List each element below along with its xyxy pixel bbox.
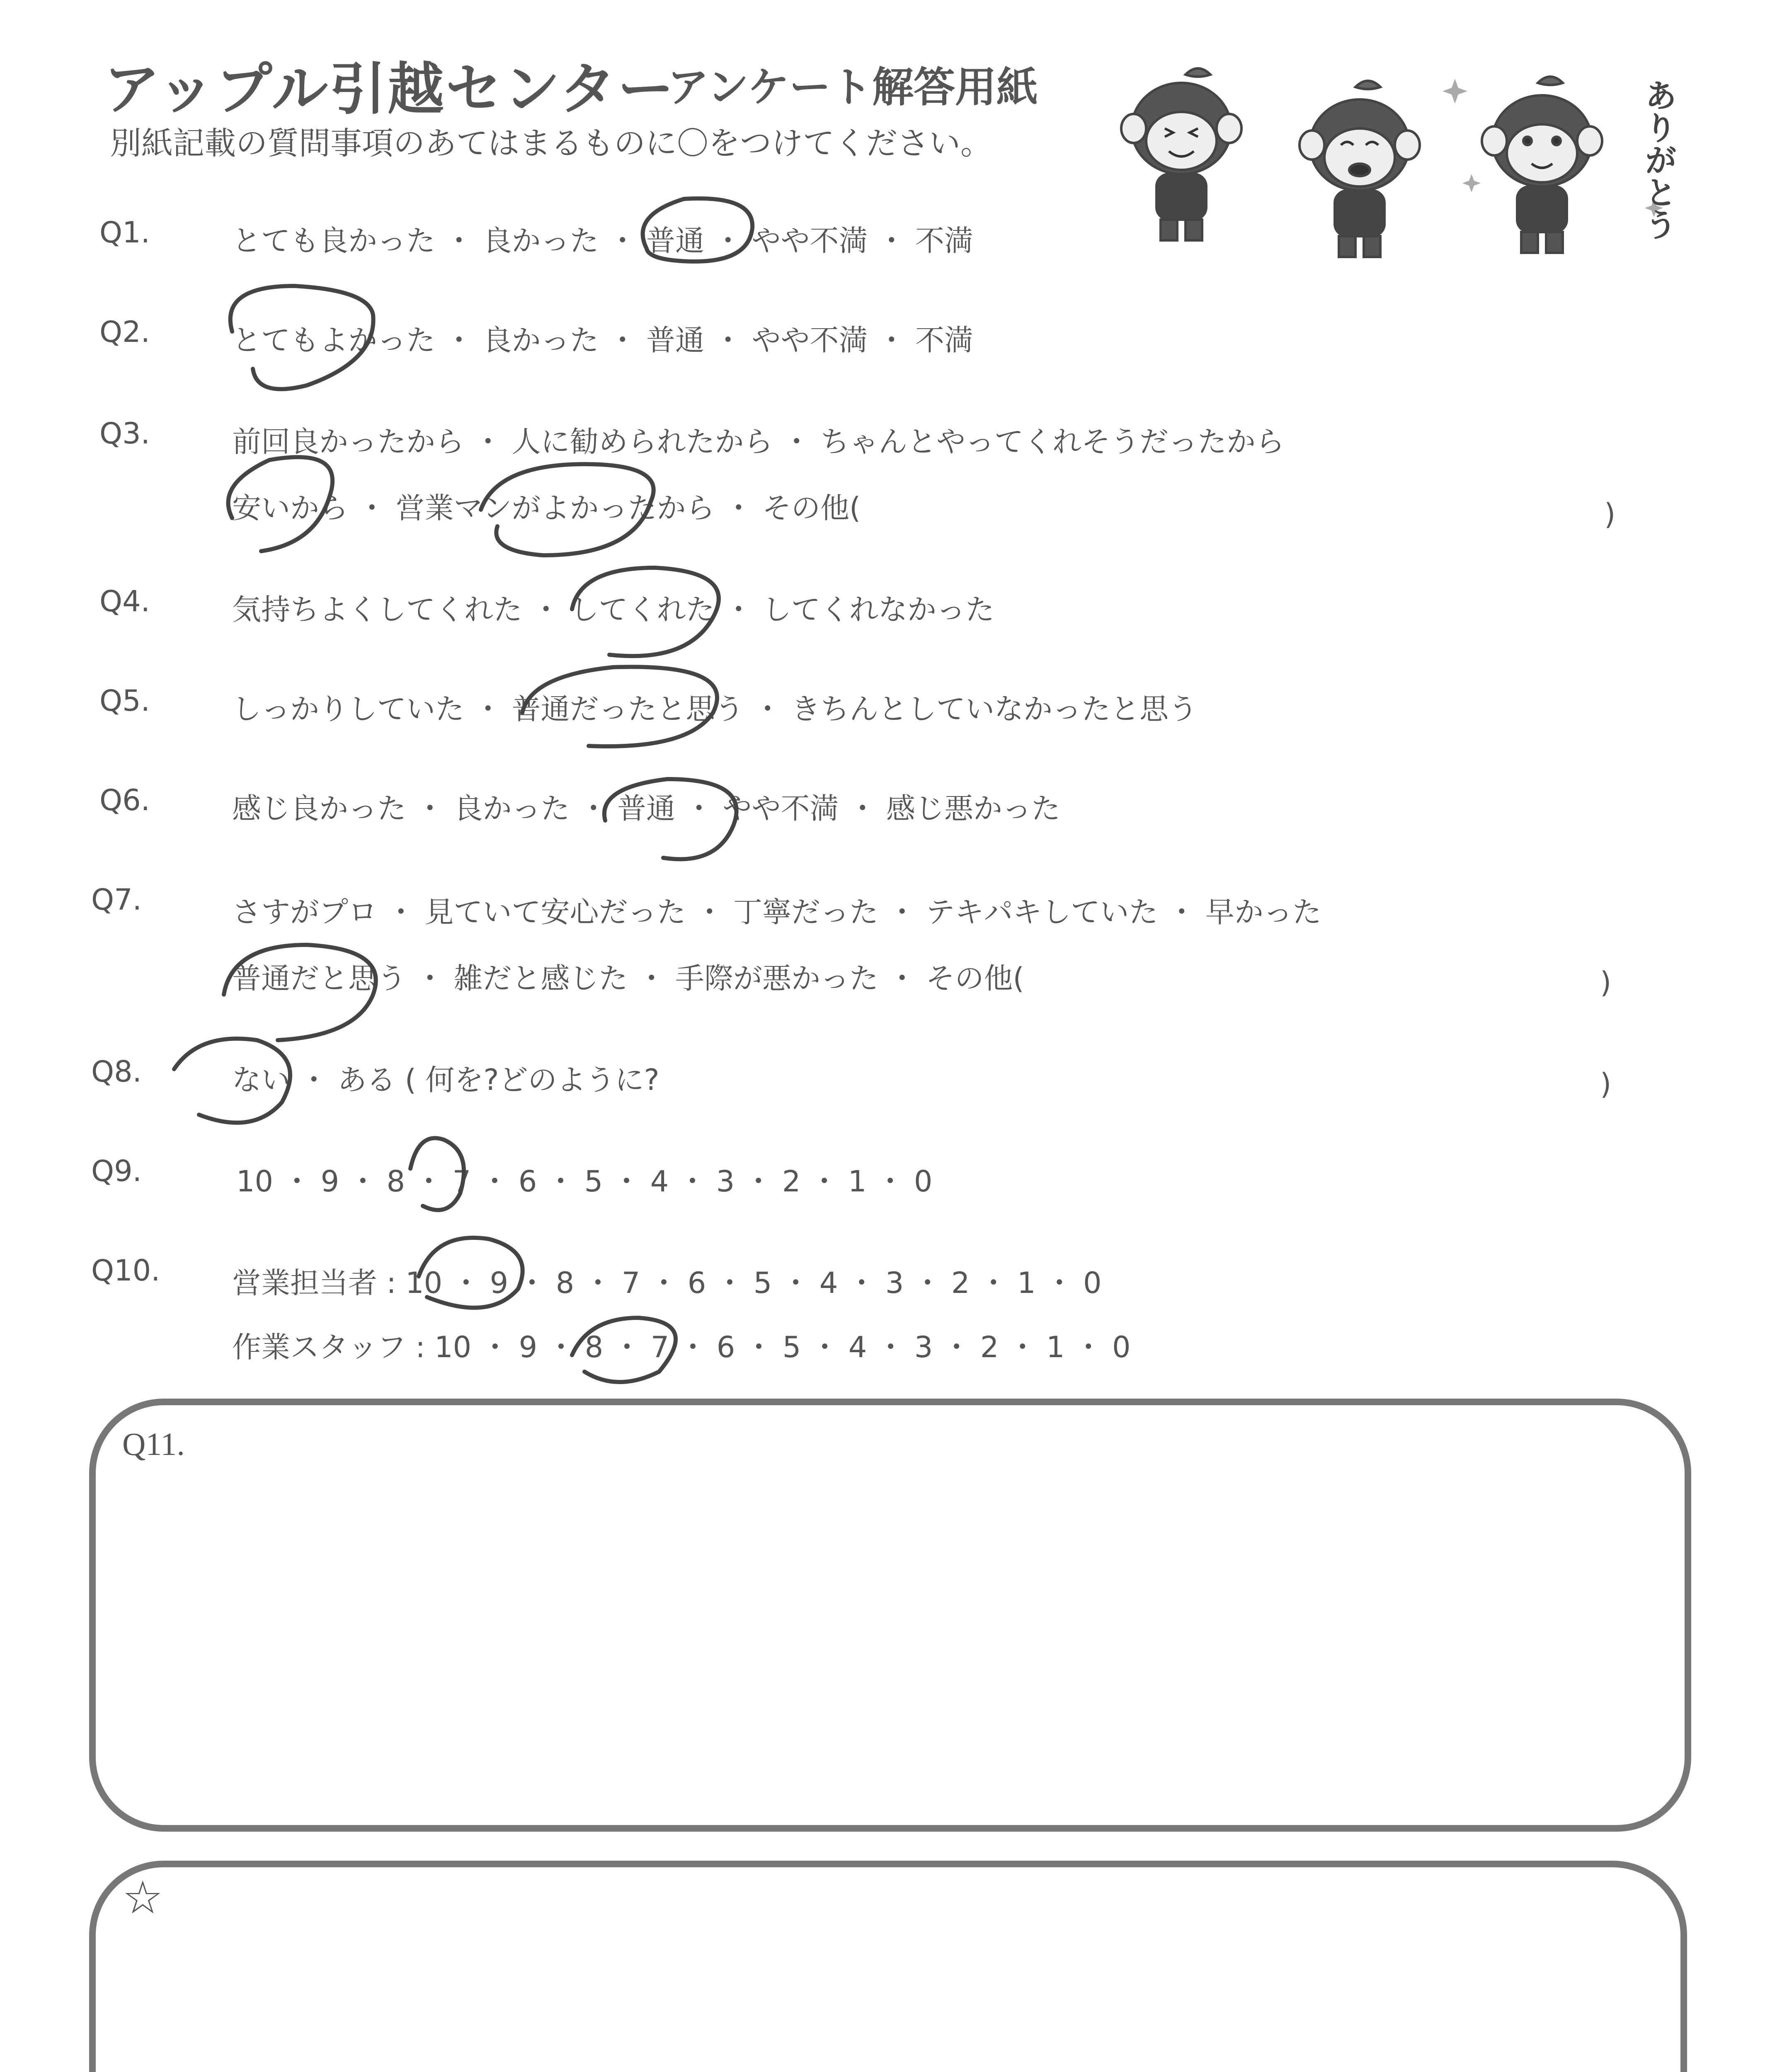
q11-box-label: Q11. bbox=[122, 1426, 185, 1462]
circle-mark-q5 bbox=[522, 667, 717, 746]
circle-mark-q6 bbox=[604, 779, 737, 859]
mascot-thanks-text: ありがとう bbox=[1639, 79, 1677, 240]
question-options-q8[interactable]: ない ・ ある ( 何を?どのように? bbox=[232, 1063, 659, 1097]
question-label-q5: Q5. bbox=[99, 684, 150, 718]
question-label-q4: Q4. bbox=[99, 584, 150, 618]
question-label-q6: Q6. bbox=[99, 783, 150, 817]
question-label-q3: Q3. bbox=[99, 416, 150, 450]
question-label-q8: Q8. bbox=[91, 1055, 142, 1089]
close-paren-q8: ) bbox=[1600, 1067, 1612, 1101]
circle-mark-q7 bbox=[224, 945, 376, 1040]
question-scale-q10-sales[interactable]: 営業担当者 : 10 ・ 9 ・ 8 ・ 7 ・ 6 ・ 5 ・ 4 ・ 3 ・ 2 ・ 1 ・ 0 bbox=[232, 1266, 1102, 1300]
circle-mark-q10-sales bbox=[419, 1238, 523, 1308]
question-scale-q9[interactable]: 10 ・ 9 ・ 8 ・ 7 ・ 6 ・ 5 ・ 4 ・ 3 ・ 2 ・ 1 ・ 0 bbox=[236, 1164, 933, 1198]
circle-mark-q4 bbox=[572, 568, 719, 656]
star-icon: ☆ bbox=[122, 1873, 163, 1923]
close-paren-q7: ) bbox=[1600, 966, 1612, 1000]
question-label-q2: Q2. bbox=[99, 315, 150, 349]
question-label-q9: Q9. bbox=[91, 1154, 142, 1188]
circle-mark-q3a bbox=[228, 457, 333, 551]
question-options-q2[interactable]: とてもよかった ・ 良かった ・ 普通 ・ やや不満 ・ 不満 bbox=[232, 323, 974, 357]
question-options-q1[interactable]: とても良かった ・ 良かった ・ 普通 ・ やや不満 ・ 不満 bbox=[232, 224, 974, 258]
question-options-q5[interactable]: しっかりしていた ・ 普通だったと思う ・ きちんとしていなかったと思う bbox=[232, 692, 1198, 726]
question-options-q4[interactable]: 気持ちよくしてくれた ・ してくれた ・ してくれなかった bbox=[232, 593, 995, 627]
close-paren-q3: ) bbox=[1604, 497, 1616, 531]
question-options-q6[interactable]: 感じ良かった ・ 良かった ・ 普通 ・ やや不満 ・ 感じ悪かった bbox=[232, 792, 1061, 825]
circle-mark-q3b bbox=[481, 464, 654, 555]
question-options-q3-line2[interactable]: 安いから ・ 営業マンがよかったから ・ その他( bbox=[232, 491, 861, 525]
question-options-q7-line1[interactable]: さすがプロ ・ 見ていて安心だった ・ 丁寧だった ・ テキパキしていた ・ 早かった bbox=[232, 895, 1322, 929]
survey-title: アップル引越センター bbox=[104, 57, 676, 122]
circle-mark-q9 bbox=[410, 1138, 464, 1210]
question-label-q7: Q7. bbox=[91, 883, 142, 917]
question-scale-q10-staff[interactable]: 作業スタッフ : 10 ・ 9 ・ 8 ・ 7 ・ 6 ・ 5 ・ 4 ・ 3 ・ 2 ・ 1 ・ 0 bbox=[232, 1330, 1131, 1364]
question-label-q1: Q1. bbox=[99, 215, 150, 249]
circle-mark-q2 bbox=[230, 286, 373, 389]
question-options-q7-line2[interactable]: 普通だと思う ・ 雑だと感じた ・ 手際が悪かった ・ その他( bbox=[232, 961, 1024, 995]
circle-mark-q8 bbox=[174, 1038, 290, 1123]
question-options-q3-line1[interactable]: 前回良かったから ・ 人に勧められたから ・ ちゃんとやってくれそうだったから bbox=[232, 425, 1285, 459]
free-comment-box[interactable] bbox=[89, 1861, 1687, 2072]
instruction-text: 別紙記載の質問事項のあてはまるものに〇をつけてください。 bbox=[110, 125, 992, 162]
survey-subtitle: アンケート解答用紙 bbox=[667, 63, 1038, 111]
circle-mark-q10-staff bbox=[572, 1318, 676, 1382]
q11-comment-box[interactable] bbox=[89, 1399, 1691, 1832]
question-label-q10: Q10. bbox=[91, 1254, 160, 1288]
circle-mark-q1 bbox=[643, 198, 753, 261]
